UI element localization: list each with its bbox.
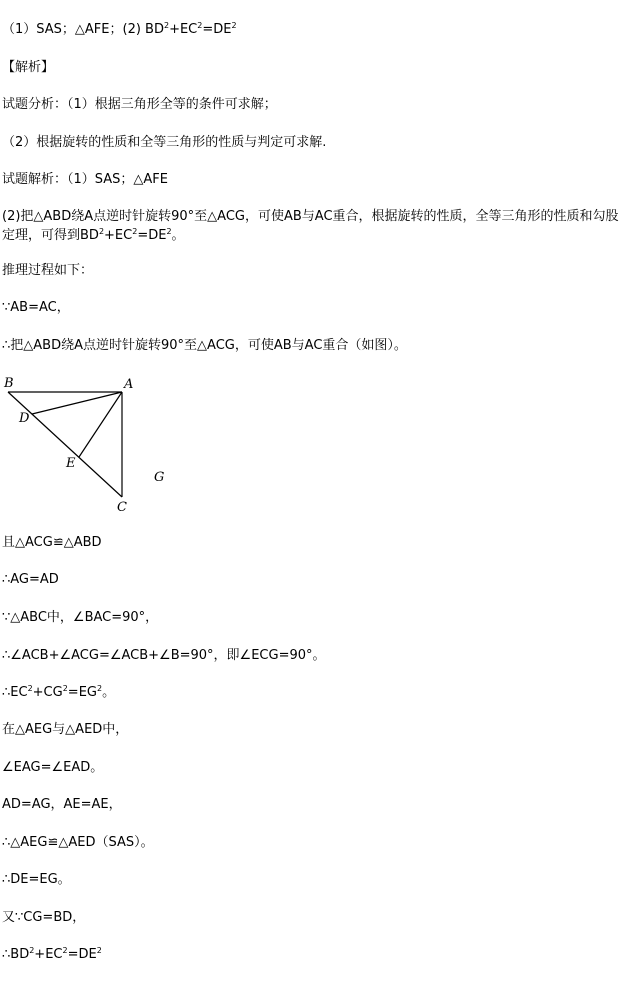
label-a: A <box>124 377 134 392</box>
step-14 <box>2 947 102 963</box>
answer-text: +EC <box>169 22 198 37</box>
answer-text: =DE <box>202 22 232 37</box>
superscript: 2 <box>29 946 35 955</box>
step-3: 且△ACG≌△ABD <box>2 535 102 550</box>
superscript: 2 <box>163 21 170 30</box>
step-6: ∴∠ACB+∠ACG=∠ACB+∠B=90°，即∠ECG=90°。 <box>2 648 326 663</box>
step-text: ∴EC <box>2 685 28 700</box>
paragraph-text: (2)把△ABD绕A点逆时针旋转90°至△ACG，可使AB与AC重合，根据旋转的性质，全等三角形的性质和勾股定理，可得到BD <box>2 209 619 243</box>
superscript: 2 <box>197 21 203 30</box>
step-1: ∵AB=AC， <box>2 300 70 315</box>
step-12: ∴DE=EG。 <box>2 872 71 887</box>
analysis-line-2: （2）根据旋转的性质和全等三角形的性质与判定可求解. <box>2 135 327 150</box>
process-label: 推理过程如下： <box>2 263 94 278</box>
superscript: 2 <box>166 227 172 236</box>
step-text: ∴BD <box>2 947 30 962</box>
segment-ae <box>79 392 122 457</box>
step-4: ∴AG=AD <box>2 572 59 587</box>
solution-line-1: 试题解析：（1）SAS；△AFE <box>2 172 168 187</box>
section-heading: 【解析】 <box>2 60 55 75</box>
superscript: 2 <box>96 684 103 693</box>
step-text: +EC <box>34 947 63 962</box>
superscript: 2 <box>27 684 33 693</box>
step-text: +CG <box>32 685 63 700</box>
step-8: 在△AEG与△AED中， <box>2 722 129 737</box>
answer-text: （1）SAS；△AFE；(2) BD <box>2 22 164 37</box>
step-text: =DE <box>67 947 97 962</box>
solution-paragraph-2 <box>2 207 626 245</box>
step-10: AD=AG，AE=AE， <box>2 797 122 812</box>
label-d: D <box>19 411 30 426</box>
superscript: 2 <box>98 227 105 236</box>
label-e: E <box>66 456 76 471</box>
step-11: ∴△AEG≌△AED（SAS）。 <box>2 835 154 850</box>
step-7 <box>2 685 115 701</box>
superscript: 2 <box>132 227 138 236</box>
geometry-figure <box>0 370 200 520</box>
analysis-line-1: 试题分析：（1）根据三角形全等的条件可求解； <box>2 97 277 112</box>
step-text: 。 <box>102 685 116 700</box>
label-b: B <box>4 376 14 391</box>
superscript: 2 <box>62 684 68 693</box>
answer-line <box>2 22 237 38</box>
paragraph-text: 。 <box>171 228 185 243</box>
step-5: ∵△ABC中，∠BAC=90°， <box>2 610 159 625</box>
segment-ad <box>32 392 122 414</box>
superscript: 2 <box>231 21 237 30</box>
segment-bc <box>8 392 122 497</box>
step-2: ∴把△ABD绕A点逆时针旋转90°至△ACG，可使AB与AC重合（如图）。 <box>2 338 407 353</box>
label-c: C <box>117 500 127 515</box>
step-9: ∠EAG=∠EAD。 <box>2 760 104 775</box>
label-g: G <box>154 470 165 485</box>
step-text: =EG <box>67 685 97 700</box>
paragraph-text: +EC <box>104 228 133 243</box>
superscript: 2 <box>62 946 68 955</box>
paragraph-text: =DE <box>137 228 167 243</box>
step-13: 又∵CG=BD， <box>2 910 86 925</box>
superscript: 2 <box>96 946 102 955</box>
